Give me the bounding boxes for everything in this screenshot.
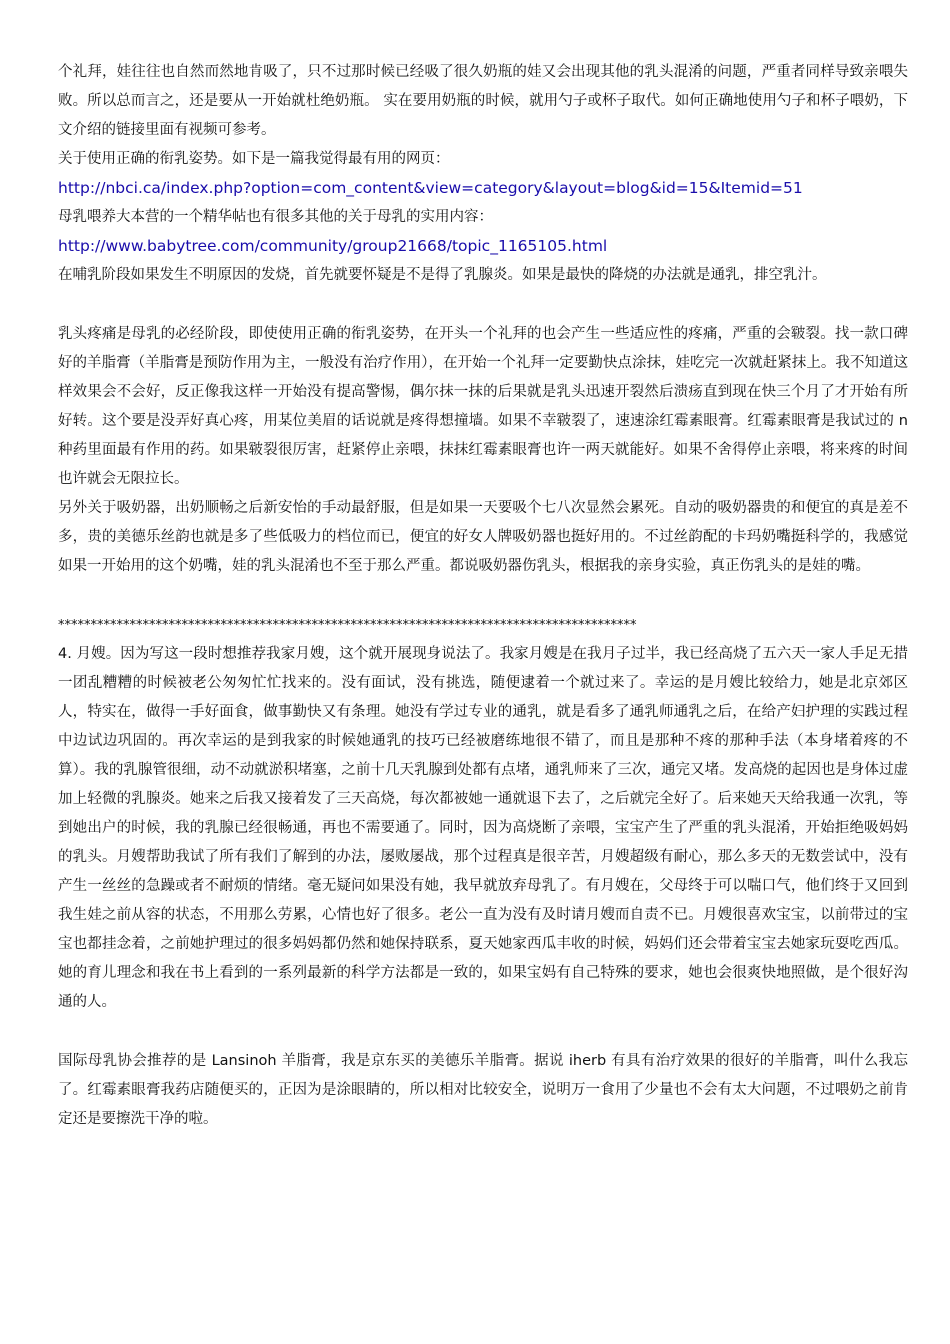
babytree-link[interactable]: http://www.babytree.com/community/group21668/topic_1165105.html xyxy=(58,237,608,255)
pump-paragraph: 另外关于吸奶器，出奶顺畅之后新安怡的手动最舒服，但是如果一天要吸个七八次显然会累死。自动的吸奶器贵的和便宜的真是差不多，贵的美德乐丝韵也就是多了些低吸力的档位而已，便宜的好女人牌吸奶器也挺好用的。不过丝韵配的卡玛奶嘴挺科学的，我感觉如果一开始用的这个奶嘴，娃的乳头混淆也不至于那么严重。都说吸奶器伤乳头，根据我的亲身实验，真正伤乳头的是娃的嘴。 xyxy=(58,500,908,574)
document-page xyxy=(58,58,908,1134)
intro-paragraph-latch: 关于使用正确的衔乳姿势。如下是一篇我觉得最有用的网页： xyxy=(58,151,450,167)
spacer xyxy=(58,290,908,320)
pain-paragraph: 乳头疼痛是母乳的必经阶段，即使使用正确的衔乳姿势，在开头一个礼拜的也会产生一些适应性的疼痛，严重的会皲裂。找一款口碑好的羊脂膏（羊脂膏是预防作用为主，一般没有治疗作用），在开始一个礼拜一定要勤快点涂抹，娃吃完一次就赶紧抹上。我不知道这样效果会不会好，反正像我这样一开始没有提高警惕，偶尔抹一抹的后果就是乳头迅速开裂然后溃疡直到现在快三个月了才开始有所好转。这个要是没弄好真心疼，用某位美眉的话说就是疼得想撞墙。如果不幸皲裂了，速速涂红霉素眼膏。红霉素眼膏是我试过的 n 种药里面最有作用的药。如果皲裂很厉害，赶紧停止亲喂，抹抹红霉素眼膏也许一两天就能好。如果不舍得停止亲喂，将来疼的时间也许就会无限拉长。 xyxy=(58,326,908,487)
spacer xyxy=(58,1017,908,1047)
intro-paragraph-babytree: 母乳喂养大本营的一个精华帖也有很多其他的关于母乳的实用内容： xyxy=(58,209,493,225)
spacer xyxy=(58,581,908,611)
nbci-link[interactable]: http://nbci.ca/index.php?option=com_content&view=category&layout=blog&id=15&Itemid=51 xyxy=(58,179,803,197)
intro-paragraph-bottle: 个礼拜，娃往往也自然而然地肯吸了，只不过那时候已经吸了很久奶瓶的娃又会出现其他的乳头混淆的问题，严重者同样导致亲喂失败。所以总而言之，还是要从一开始就杜绝奶瓶。 实在要用奶瓶的时候，就用勺子或杯子取代。如何正确地使用勺子和杯子喂奶，下文介绍的链接里面有视频可参考。 xyxy=(58,64,908,138)
intro-paragraph-fever: 在哺乳阶段如果发生不明原因的发烧，首先就要怀疑是不是得了乳腺炎。如果是最快的降烧的办法就是通乳，排空乳汁。 xyxy=(58,267,827,283)
separator-line: ***************************************************************************************** xyxy=(58,618,637,633)
closing-paragraph: 国际母乳协会推荐的是 Lansinoh 羊脂膏，我是京东买的美德乐羊脂膏。据说 iherb 有具有治疗效果的很好的羊脂膏，叫什么我忘了。红霉素眼膏我药店随便买的，正因为是涂眼睛的，所以相对比较安全，说明万一食用了少量也不会有太大问题，不过喂奶之前肯定还是要擦洗干净的啦。 xyxy=(58,1053,908,1127)
section4-paragraph: 4. 月嫂。因为写这一段时想推荐我家月嫂，这个就开展现身说法了。我家月嫂是在我月子过半，我已经高烧了五六天一家人手足无措一团乱糟糟的时候被老公匆匆忙忙找来的。没有面试，没有挑选，随便逮着一个就过来了。幸运的是月嫂比较给力，她是北京郊区人，特实在，做得一手好面食，做事勤快又有条理。她没有学过专业的通乳，就是看多了通乳师通乳之后，在给产妇护理的实践过程中边试边巩固的。再次幸运的是到我家的时候她通乳的技巧已经被磨练地很不错了，而且是那种不疼的那种手法（本身堵着疼的不算）。我的乳腺管很细，动不动就淤积堵塞，之前十几天乳腺到处都有点堵，通乳师来了三次，通完又堵。发高烧的起因也是身体过虚加上轻微的乳腺炎。她来之后我又接着发了三天高烧，每次都被她一通就退下去了，之后就完全好了。后来她天天给我通一次乳，等到她出户的时候，我的乳腺已经很畅通，再也不需要通了。同时，因为高烧断了亲喂，宝宝产生了严重的乳头混淆，开始拒绝吸妈妈的乳头。月嫂帮助我试了所有我们了解到的办法，屡败屡战，那个过程真是很辛苦，月嫂超级有耐心，那么多天的无数尝试中，没有产生一丝丝的急躁或者不耐烦的情绪。毫无疑问如果没有她，我早就放弃母乳了。有月嫂在，父母终于可以喘口气，他们终于又回到我生娃之前从容的状态，不用那么劳累，心情也好了很多。老公一直为没有及时请月嫂而自责不已。月嫂很喜欢宝宝，以前带过的宝宝也都挂念着，之前她护理过的很多妈妈都仍然和她保持联系，夏天她家西瓜丰收的时候，妈妈们还会带着宝宝去她家玩耍吃西瓜。她的育儿理念和我在书上看到的一系列最新的科学方法都是一致的，如果宝妈有自己特殊的要求，她也会很爽快地照做，是个很好沟通的人。 xyxy=(58,646,908,1010)
